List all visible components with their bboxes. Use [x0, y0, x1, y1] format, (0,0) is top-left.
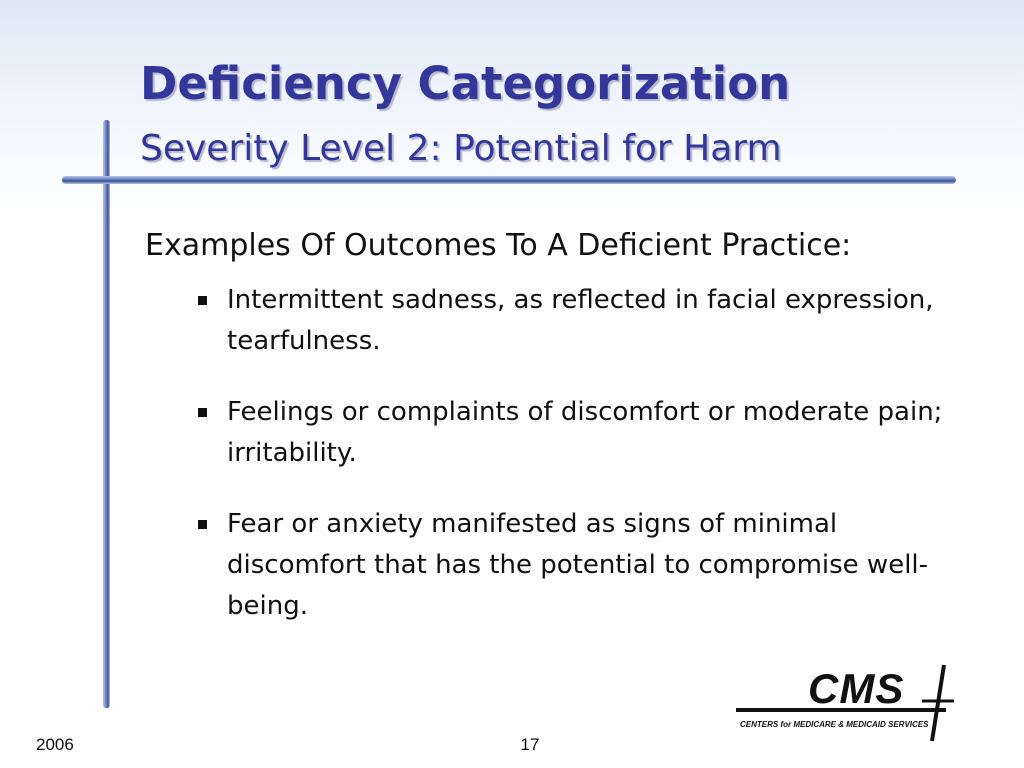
footer-year: 2006 — [36, 735, 74, 754]
bullet-item — [195, 392, 975, 474]
square-bullet-icon — [198, 520, 207, 529]
bullet-text: Intermittent sadness, as reflected in facial expression, tearfulness. — [227, 285, 934, 356]
vertical-rule-line — [103, 120, 110, 708]
cms-logo-graphic — [736, 663, 954, 743]
page-number: 17 — [520, 735, 540, 754]
slide-title: Deficiency Categorization — [140, 57, 791, 110]
bullet-list — [195, 280, 975, 657]
cms-logo — [736, 663, 954, 743]
square-bullet-icon — [198, 408, 207, 417]
square-bullet-icon — [198, 296, 207, 305]
logo-wordmark: CMS — [808, 665, 905, 712]
horizontal-rule-line — [62, 176, 956, 184]
bullet-item — [195, 504, 975, 627]
bullet-item — [195, 280, 975, 362]
bullet-text: Fear or anxiety manifested as signs of minimal discomfort that has the potential to compromise well-being. — [227, 509, 929, 621]
intro-text: Examples Of Outcomes To A Deficient Practice: — [145, 228, 852, 263]
bullet-text: Feelings or complaints of discomfort or moderate pain; irritability. — [227, 397, 943, 468]
logo-tagline: CENTERS for MEDICARE & MEDICAID SERVICES — [740, 720, 929, 729]
slide-subtitle: Severity Level 2: Potential for Harm — [140, 128, 782, 169]
